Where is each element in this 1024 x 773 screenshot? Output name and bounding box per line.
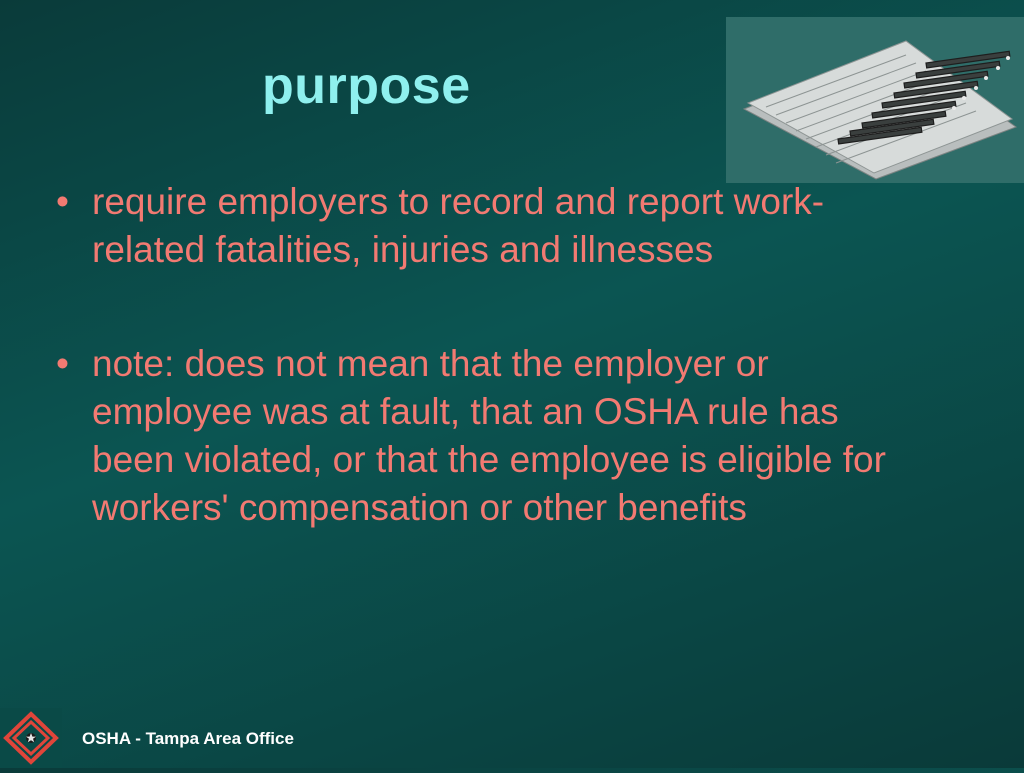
bullet-list <box>52 178 912 532</box>
bullet-dot: • <box>56 343 69 384</box>
bullet-text: require employers to record and report work-related fatalities, injuries and illnesses <box>92 181 825 270</box>
forms-and-pens-illustration <box>726 17 1024 183</box>
footer-text: OSHA - Tampa Area Office <box>82 729 294 748</box>
bullet-text: note: does not mean that the employer or employee was at fault, that an OSHA rule has been violated, or that the employee is eligible for workers' compensation or other benefits <box>92 343 886 528</box>
logo-graphic <box>0 708 62 768</box>
bullet-item <box>52 178 912 274</box>
bullet-dot: • <box>56 181 69 222</box>
bullet-item <box>52 340 912 532</box>
osha-diamond-logo-icon <box>0 708 62 768</box>
forms-and-pens-photo <box>726 17 1024 183</box>
slide-title: purpose <box>262 57 471 115</box>
